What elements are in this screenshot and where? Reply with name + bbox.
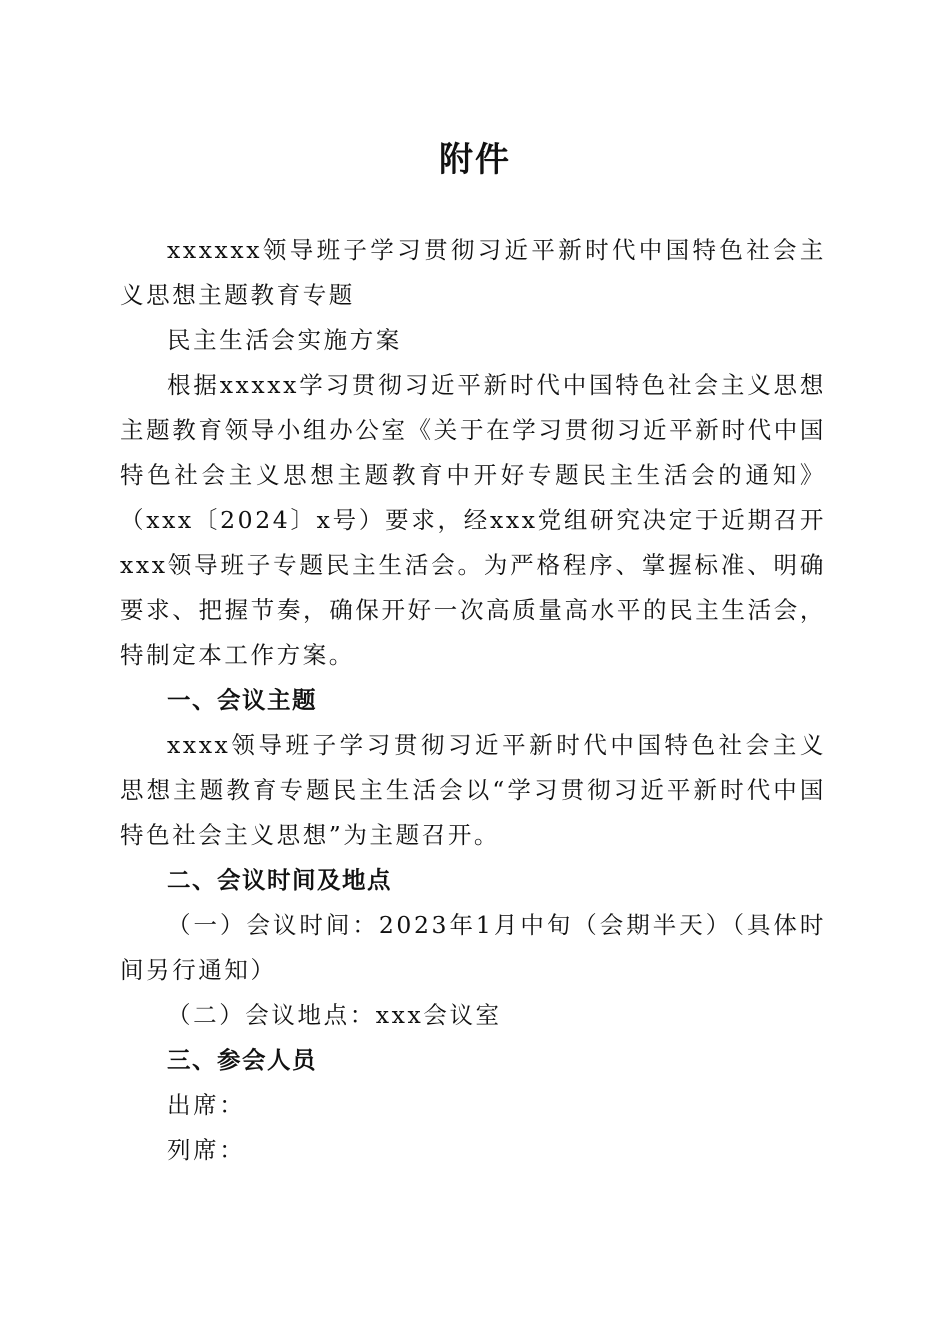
meeting-place-paragraph: （二）会议地点：xxx会议室 <box>167 1001 502 1029</box>
meeting-time-paragraph: （一）会议时间：2023年1月中旬（会期半天）（具体时间另行通知） <box>120 911 826 984</box>
plan-title-line-2: 民主生活会实施方案 <box>167 326 402 354</box>
attendees-observers-line: 列席： <box>167 1136 246 1164</box>
plan-title-line-1: xxxxxx领导班子学习贯彻习近平新时代中国特色社会主义思想主题教育专题 <box>120 236 826 309</box>
attendees-present-line: 出席： <box>167 1091 246 1119</box>
section-theme-paragraph: xxxx领导班子学习贯彻习近平新时代中国特色社会主义思想主题教育专题民主生活会以“学习贯彻习近平新时代中国特色社会主义思想”为主题召开。 <box>120 731 826 849</box>
document-body <box>120 228 826 1173</box>
section-heading-theme: 一、会议主题 <box>167 686 317 714</box>
intro-paragraph: 根据xxxxx学习贯彻习近平新时代中国特色社会主义思想主题教育领导小组办公室《关于在学习贯彻习近平新时代中国特色社会主义思想主题教育中开好专题民主生活会的通知》（xxx〔2024〕x号）要求，经xxx党组研究决定于近期召开xxx领导班子专题民主生活会。为严格程序、掌握标准、明确要求、把握节奏，确保开好一次高质量高水平的民主生活会，特制定本工作方案。 <box>120 371 826 669</box>
page-title: 附件 <box>439 140 511 180</box>
section-heading-time-place: 二、会议时间及地点 <box>167 866 392 894</box>
section-heading-attendees: 三、参会人员 <box>167 1046 317 1074</box>
